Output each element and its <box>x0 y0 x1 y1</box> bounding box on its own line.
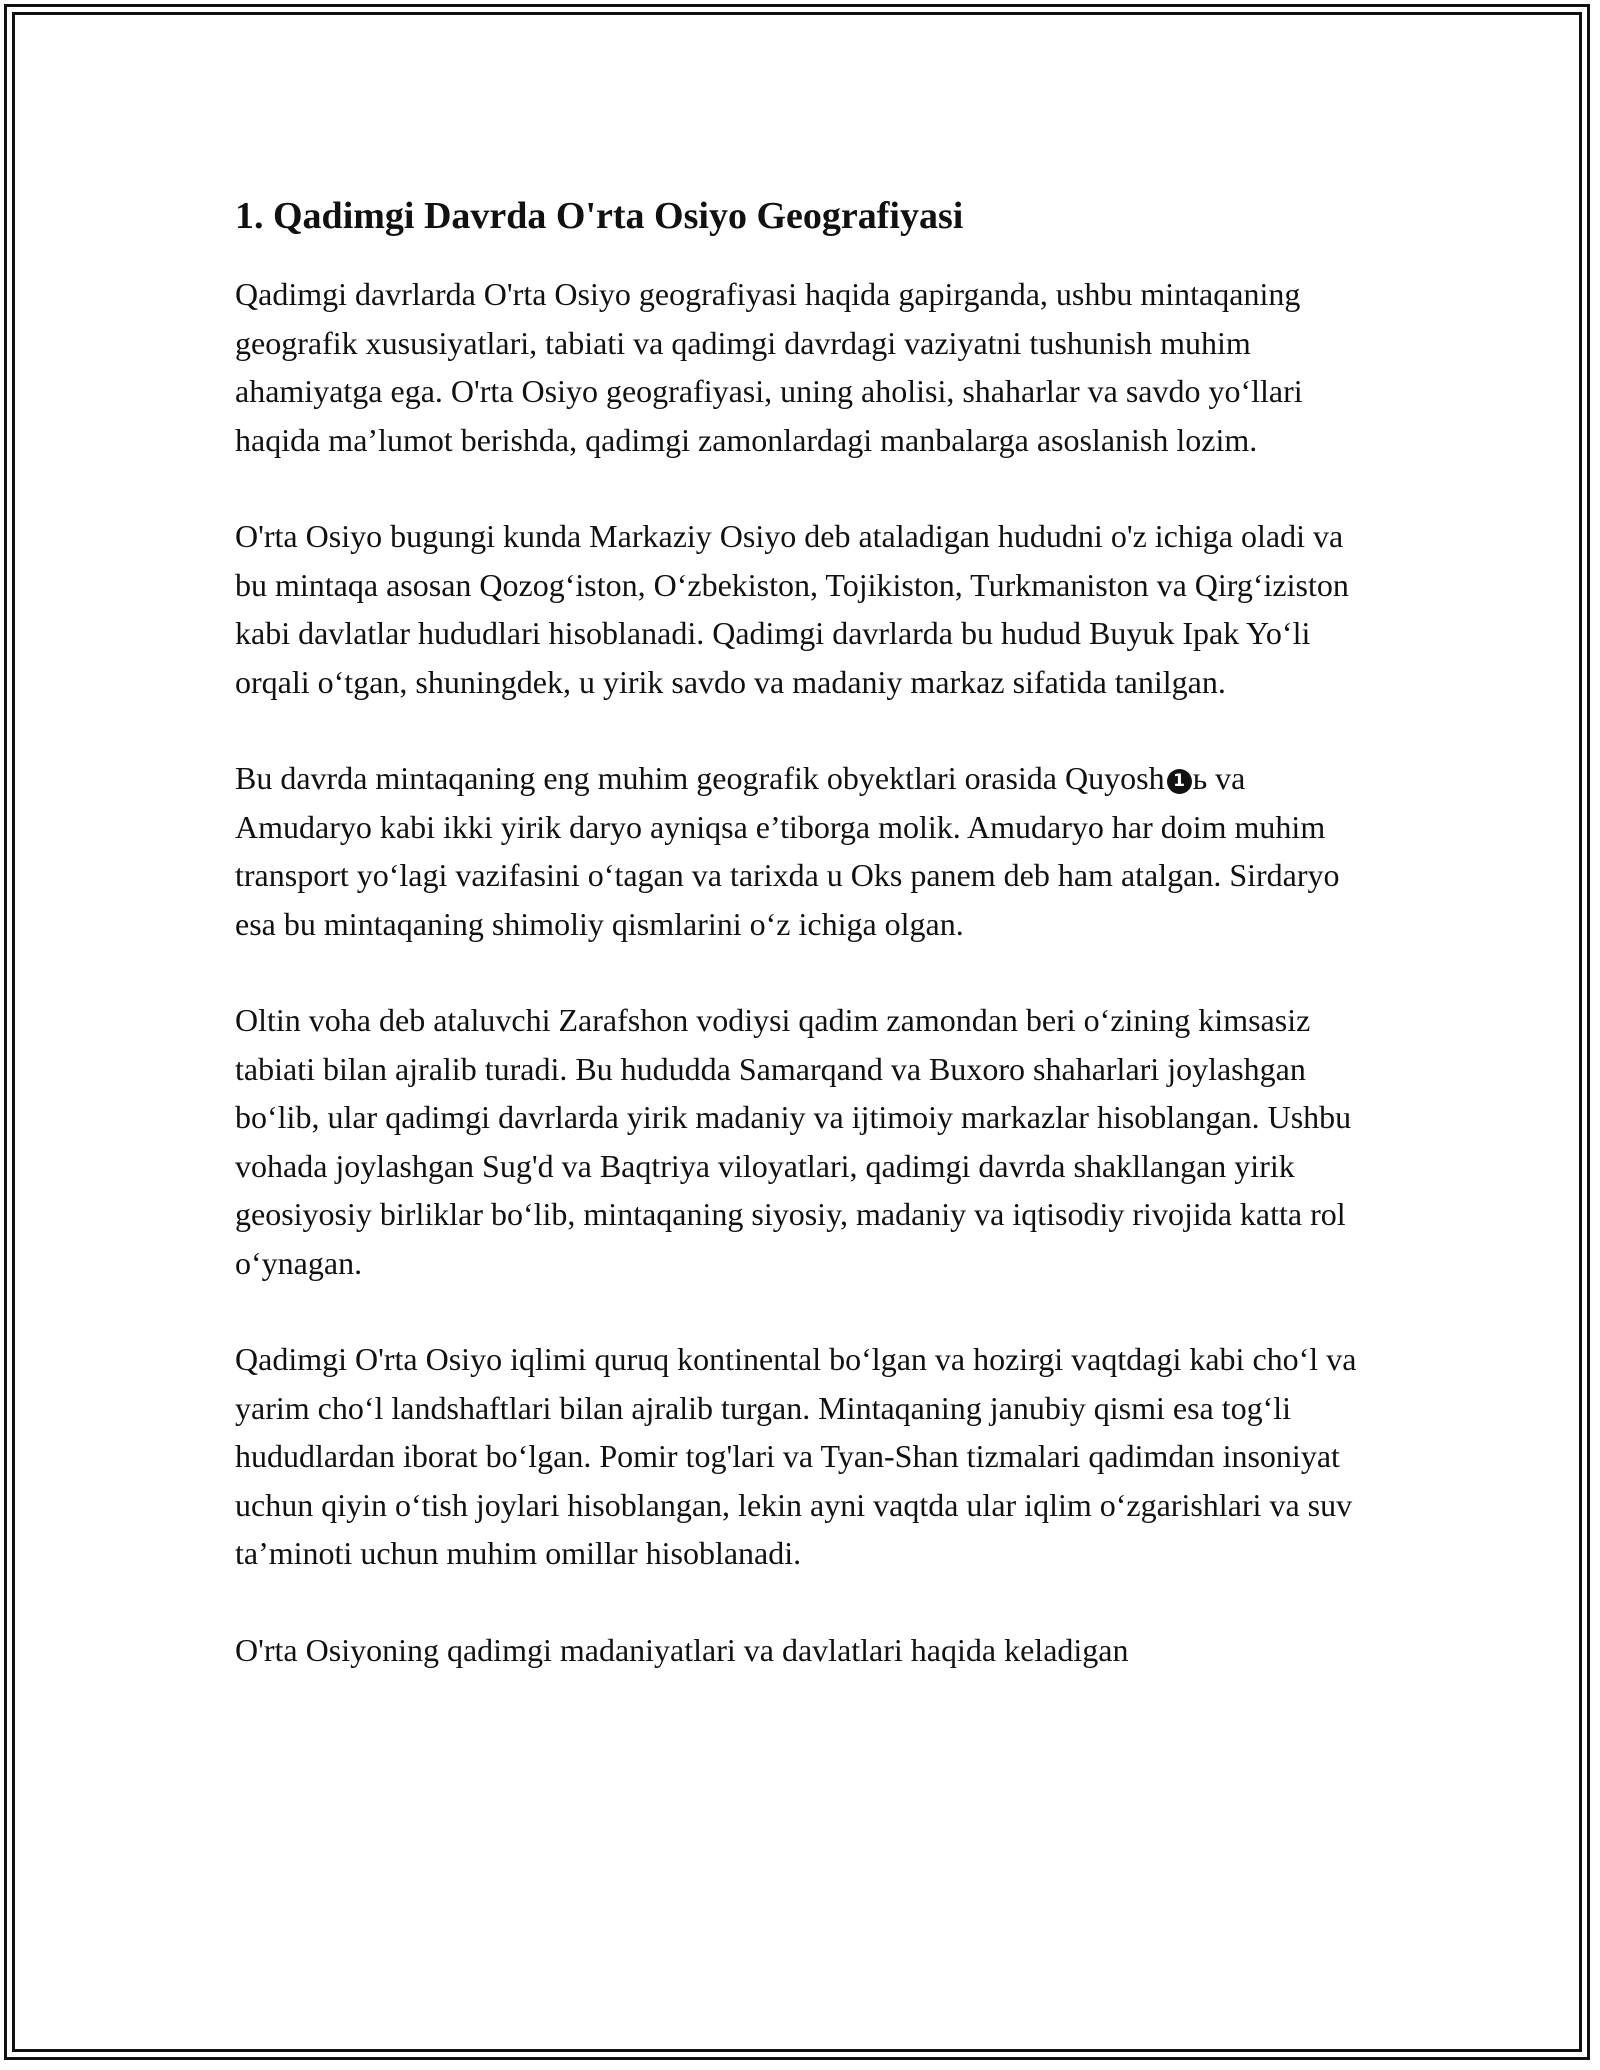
paragraph-2: O'rta Osiyo bugungi kunda Markaziy Osiyo deb ataladigan hududni o'z ichiga oladi va bu mintaqa asosan Qozog‘iston, O‘zbekiston, Tojikiston, Turkmaniston va Qirg‘iziston kabi davlatlar hududlari hisoblanadi. Qadimgi davrlarda bu hudud Buyuk Ipak Yo‘li orqali o‘tgan, shuningdek, u yirik savdo va madaniy markaz sifatida tanilgan. <box>235 518 1349 700</box>
paragraph-3-text-start: Bu davrda mintaqaning eng muhim geografik obyektlari orasida Quyosh <box>235 760 1165 796</box>
paragraph-4: Oltin voha deb ataluvchi Zarafshon vodiysi qadim zamondan beri o‘zining kimsasiz tabiati bilan ajralib turadi. Bu hududda Samarqand va Buxoro shaharlari joylashgan bo‘lib, ular qadimgi davrlarda yirik madaniy va ijtimoiy markazlar hisoblangan. Ushbu vohada joylashgan Sug'd va Baqtriya viloyatlari, qadimgi davrda shakllangan yirik geosiyosiy birliklar bo‘lib, mintaqaning siyosiy, madaniy va iqtisodiy rivojida katta rol o‘ynagan. <box>235 1002 1352 1281</box>
document-body <box>235 188 1370 1722</box>
paragraph-5: Qadimgi O'rta Osiyo iqlimi quruq kontinental bo‘lgan va hozirgi vaqtdagi kabi cho‘l va yarim cho‘l landshaftlari bilan ajralib turgan. Mintaqaning janubiy qismi esa tog‘li hududlardan iborat bo‘lgan. Pomir tog'lari va Tyan-Shan tizmalari qadimdan insoniyat uchun qiyin o‘tish joylari hisoblangan, lekin ayni vaqtda ular iqlim o‘zgarishlari va suv ta’minoti uchun muhim omillar hisoblanadi. <box>235 1341 1357 1571</box>
section-heading: 1. Qadimgi Davrda O'rta Osiyo Geografiyasi <box>235 195 964 237</box>
paragraph-1: Qadimgi davrlarda O'rta Osiyo geografiyasi haqida gapirganda, ushbu mintaqaning geografik xususiyatlari, tabiati va qadimgi davrdagi vaziyatni tushunish muhim ahamiyatga ega. O'rta Osiyo geografiyasi, uning aholisi, shaharlar va savdo yo‘llari haqida ma’lumot berishda, qadimgi zamonlardagi manbalarga asoslanish lozim. <box>235 276 1303 458</box>
paragraph-3-text-end: ь va Amudaryo kabi ikki yirik daryo ayniqsa e’tiborga molik. Amudaryo har doim muhim transport yo‘lagi vazifasini o‘tagan va tarixda u Oks panem deb ham atalgan. Sirdaryo esa bu mintaqaning shimoliy qismlarini o‘z ichiga olgan. <box>235 760 1340 942</box>
paragraph-3 <box>235 754 1370 948</box>
paragraph-6: O'rta Osiyoning qadimgi madaniyatlari va davlatlari haqida keladigan <box>235 1631 1129 1668</box>
footnote-marker-icon: 1 <box>1167 769 1192 794</box>
